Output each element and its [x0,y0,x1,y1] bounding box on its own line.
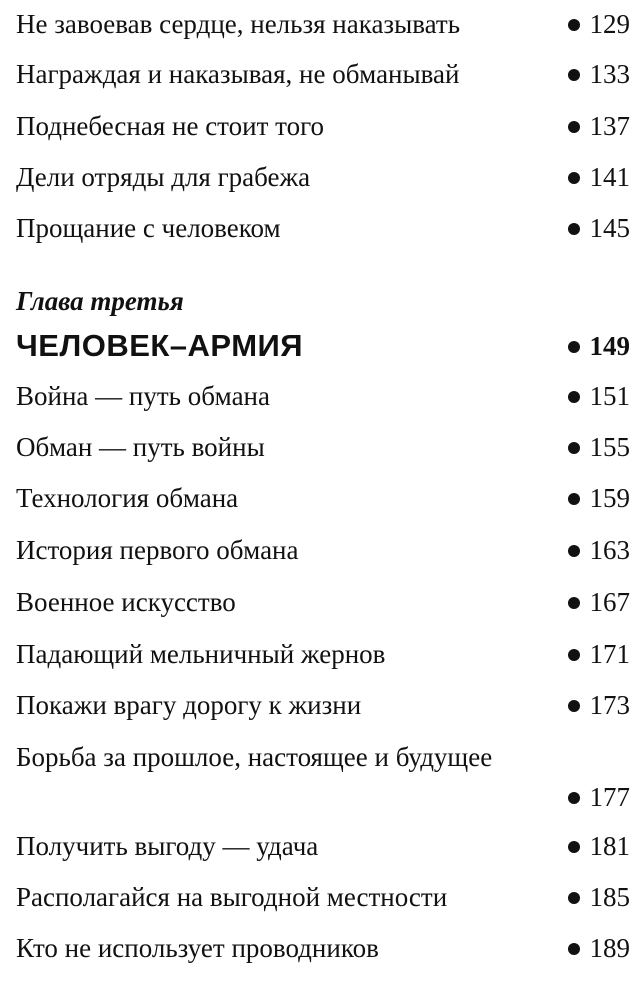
toc-entry-title: Награждая и наказывая, не обманывай [16,59,460,89]
toc-entry-title: Не завоевав сердце, нельзя наказывать [16,9,461,39]
toc-entry-page: 181 [568,826,631,866]
chapter-page: 149 [568,324,631,368]
toc-entry-page: 145 [568,208,631,248]
bullet-dot-icon [568,943,580,955]
toc-entry-page: 167 [568,582,631,622]
chapter-title: ЧЕЛОВЕК–АРМИЯ [16,328,304,363]
toc-entry[interactable] [16,157,630,197]
toc-entry[interactable] [16,634,630,674]
toc-entry-page: 129 [568,4,631,44]
toc-entry[interactable] [16,376,630,416]
toc-entry-page: 171 [568,634,631,674]
bullet-dot-icon [568,841,580,853]
toc-entry[interactable] [16,54,630,94]
toc-entry-title: Поднебесная не стоит того [16,111,324,141]
bullet-dot-icon [568,700,580,712]
bullet-dot-icon [568,597,580,609]
toc-entry-page: 185 [568,877,631,917]
toc-entry[interactable] [16,106,630,146]
chapter-label: Глава третья [16,286,184,316]
toc-entry[interactable] [16,582,630,622]
bullet-dot-icon [568,493,580,505]
toc-entry-page: 141 [568,157,631,197]
bullet-dot-icon [568,391,580,403]
toc-entry[interactable] [16,928,630,968]
bullet-dot-icon [568,341,580,353]
toc-entry[interactable] [16,4,630,44]
chapter-heading[interactable] [16,324,630,368]
toc-entry-page: 159 [568,478,631,518]
toc-entry-title: Располагайся на выгодной местности [16,882,448,912]
toc-entry-page: 133 [568,54,631,94]
toc-entry-title: Падающий мельничный жернов [16,639,386,669]
toc-entry[interactable] [16,877,630,917]
bullet-dot-icon [568,792,580,804]
bullet-dot-icon [568,121,580,133]
toc-entry-title: Обман — путь войны [16,432,265,462]
toc-entry-title: История первого обмана [16,535,299,565]
toc-entry[interactable] [16,530,630,570]
toc-entry-title: Получить выгоду — удача [16,831,319,861]
toc-entry[interactable] [16,685,630,725]
toc-entry-page: 173 [568,685,631,725]
toc-entry[interactable] [16,427,630,467]
toc-entry-page: 155 [568,427,631,467]
bullet-dot-icon [568,172,580,184]
toc-entry-title: Военное искусство [16,587,236,617]
bullet-dot-icon [568,69,580,81]
toc-entry-page: 137 [568,106,631,146]
bullet-dot-icon [568,442,580,454]
toc-entry-title: Борьба за прошлое, настоящее и будущее [16,742,493,772]
toc-entry-page: 163 [568,530,631,570]
toc-entry-title: Кто не использует проводников [16,933,379,963]
bullet-dot-icon [568,223,580,235]
toc-entry-page: 189 [568,928,631,968]
toc-entry-title: Технология обмана [16,483,239,513]
bullet-dot-icon [568,892,580,904]
toc-entry-page: 151 [568,376,631,416]
toc-entry[interactable] [16,826,630,866]
toc-entry[interactable] [16,478,630,518]
bullet-dot-icon [568,649,580,661]
toc-entry-title: Покажи врагу дорогу к жизни [16,690,362,720]
bullet-dot-icon [568,19,580,31]
toc-entry[interactable] [16,208,630,248]
bullet-dot-icon [568,545,580,557]
toc-entry-title: Дели отряды для грабежа [16,162,311,192]
toc-entry[interactable] [16,737,630,817]
toc-entry-title: Война — путь обмана [16,381,270,411]
toc-entry-page: 177 [568,777,631,817]
toc-entry-title: Прощание с человеком [16,213,281,243]
